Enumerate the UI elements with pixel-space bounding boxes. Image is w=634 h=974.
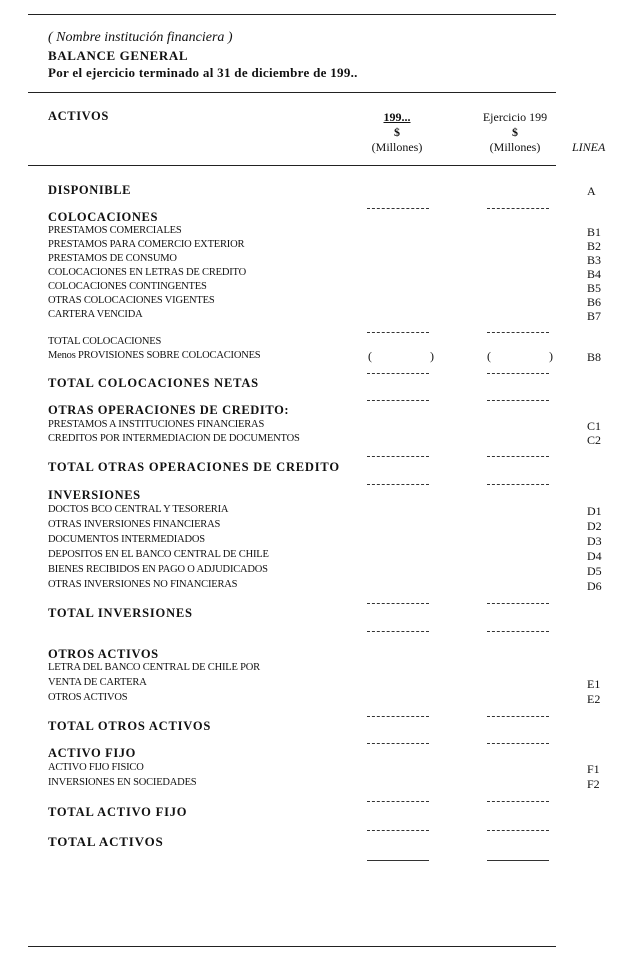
line-item-label: DEPOSITOS EN EL BANCO CENTRAL DE CHILE: [48, 549, 269, 560]
document-subtitle: Por el ejercicio terminado al 31 de diciembre de 199..: [48, 65, 358, 80]
line-code: D3: [587, 534, 602, 548]
disponible-label: DISPONIBLE: [48, 183, 132, 197]
col1-blank-line: [367, 456, 429, 457]
col1-blank-line: [367, 208, 429, 209]
col2-open-paren: (: [487, 349, 491, 363]
total-otros-activos-label: TOTAL OTROS ACTIVOS: [48, 719, 212, 733]
line-item-label: COLOCACIONES EN LETRAS DE CREDITO: [48, 267, 246, 278]
top-rule: [28, 14, 556, 15]
col2-close-paren: ): [549, 349, 553, 363]
line-code: B4: [587, 267, 602, 281]
col2-blank-line: [487, 743, 549, 744]
line-code: A: [587, 184, 596, 198]
col1-unit: (Millones): [371, 140, 423, 154]
line-code: B3: [587, 253, 602, 267]
line-code: C1: [587, 419, 602, 433]
col2-currency: $: [512, 125, 518, 139]
col1-blank-line: [367, 631, 429, 632]
line-item-label: PRESTAMOS A INSTITUCIONES FINANCIERAS: [48, 419, 265, 430]
col1-final-total-line: [367, 860, 429, 861]
line-item-label: COLOCACIONES CONTINGENTES: [48, 281, 207, 292]
line-item-label: BIENES RECIBIDOS EN PAGO O ADJUDICADOS: [48, 564, 268, 575]
line-code: E1: [587, 677, 601, 691]
col2-blank-line: [487, 484, 549, 485]
col1-blank-line: [367, 373, 429, 374]
line-code: B5: [587, 281, 602, 295]
total-colocaciones-label: TOTAL COLOCACIONES: [48, 336, 162, 347]
line-code: E2: [587, 692, 601, 706]
institution-name: ( Nombre institución financiera ): [48, 30, 233, 45]
line-item-label: OTRAS INVERSIONES NO FINANCIERAS: [48, 579, 238, 590]
col1-blank-line: [367, 830, 429, 831]
line-code: D1: [587, 504, 602, 518]
col1-blank-line: [367, 400, 429, 401]
document-title: BALANCE GENERAL: [48, 48, 189, 63]
line-item-label: OTRAS INVERSIONES FINANCIERAS: [48, 519, 221, 530]
line-item-label: ACTIVO FIJO FISICO: [48, 762, 144, 773]
provisions-label: Menos PROVISIONES SOBRE COLOCACIONES: [48, 350, 261, 361]
col1-open-paren: (: [368, 349, 372, 363]
line-code: B1: [587, 225, 602, 239]
line-item-label: CREDITOS POR INTERMEDIACION DE DOCUMENTOS: [48, 433, 300, 444]
activos-heading: ACTIVOS: [48, 109, 109, 123]
header-rule: [28, 92, 556, 93]
col1-blank-line: [367, 801, 429, 802]
total-otras-operaciones-label: TOTAL OTRAS OPERACIONES DE CREDITO: [48, 460, 340, 474]
otros-activos-heading: OTROS ACTIVOS: [48, 647, 159, 661]
col1-blank-line: [367, 603, 429, 604]
col2-blank-line: [487, 801, 549, 802]
col1-close-paren: ): [430, 349, 434, 363]
col2-blank-line: [487, 456, 549, 457]
line-code: D6: [587, 579, 602, 593]
col1-blank-line: [367, 743, 429, 744]
col2-blank-line: [487, 830, 549, 831]
col2-blank-line: [487, 716, 549, 717]
total-colocaciones-netas-label: TOTAL COLOCACIONES NETAS: [48, 376, 259, 390]
inversiones-heading: INVERSIONES: [48, 488, 141, 502]
line-code: B8: [587, 350, 602, 364]
line-item-label: VENTA DE CARTERA: [48, 677, 147, 688]
line-item-label: DOCTOS BCO CENTRAL Y TESORERIA: [48, 504, 229, 515]
total-activo-fijo-label: TOTAL ACTIVO FIJO: [48, 805, 188, 819]
col2-year: Ejercicio 199: [482, 110, 548, 124]
columns-rule: [28, 165, 556, 166]
line-code: F2: [587, 777, 600, 791]
col1-blank-line: [367, 716, 429, 717]
line-item-label: OTROS ACTIVOS: [48, 692, 128, 703]
bottom-rule: [28, 946, 556, 947]
line-code: D4: [587, 549, 602, 563]
col2-unit: (Millones): [489, 140, 541, 154]
line-code: D2: [587, 519, 602, 533]
col2-blank-line: [487, 208, 549, 209]
linea-heading: LINEA: [572, 140, 606, 154]
line-item-label: CARTERA VENCIDA: [48, 309, 143, 320]
col1-currency: $: [394, 125, 400, 139]
line-code: D5: [587, 564, 602, 578]
col2-final-total-line: [487, 860, 549, 861]
line-item-label: OTRAS COLOCACIONES VIGENTES: [48, 295, 215, 306]
line-code: C2: [587, 433, 602, 447]
total-inversiones-label: TOTAL INVERSIONES: [48, 606, 193, 620]
col1-blank-line: [367, 332, 429, 333]
col2-blank-line: [487, 373, 549, 374]
letra-line-label: LETRA DEL BANCO CENTRAL DE CHILE POR: [48, 662, 260, 673]
col2-blank-line: [487, 603, 549, 604]
line-code: B6: [587, 295, 602, 309]
col1-year: 199...: [383, 110, 411, 124]
line-item-label: PRESTAMOS COMERCIALES: [48, 225, 182, 236]
line-item-label: DOCUMENTOS INTERMEDIADOS: [48, 534, 205, 545]
otras-operaciones-heading: OTRAS OPERACIONES DE CREDITO:: [48, 403, 290, 417]
col1-blank-line: [367, 484, 429, 485]
col2-blank-line: [487, 332, 549, 333]
col2-blank-line: [487, 631, 549, 632]
line-item-label: INVERSIONES EN SOCIEDADES: [48, 777, 197, 788]
line-code: B7: [587, 309, 602, 323]
colocaciones-heading: COLOCACIONES: [48, 210, 158, 224]
line-code: B2: [587, 239, 602, 253]
activo-fijo-heading: ACTIVO FIJO: [48, 746, 136, 760]
line-item-label: PRESTAMOS PARA COMERCIO EXTERIOR: [48, 239, 245, 250]
line-code: F1: [587, 762, 600, 776]
total-activos-label: TOTAL ACTIVOS: [48, 834, 164, 849]
line-item-label: PRESTAMOS DE CONSUMO: [48, 253, 177, 264]
col2-blank-line: [487, 400, 549, 401]
